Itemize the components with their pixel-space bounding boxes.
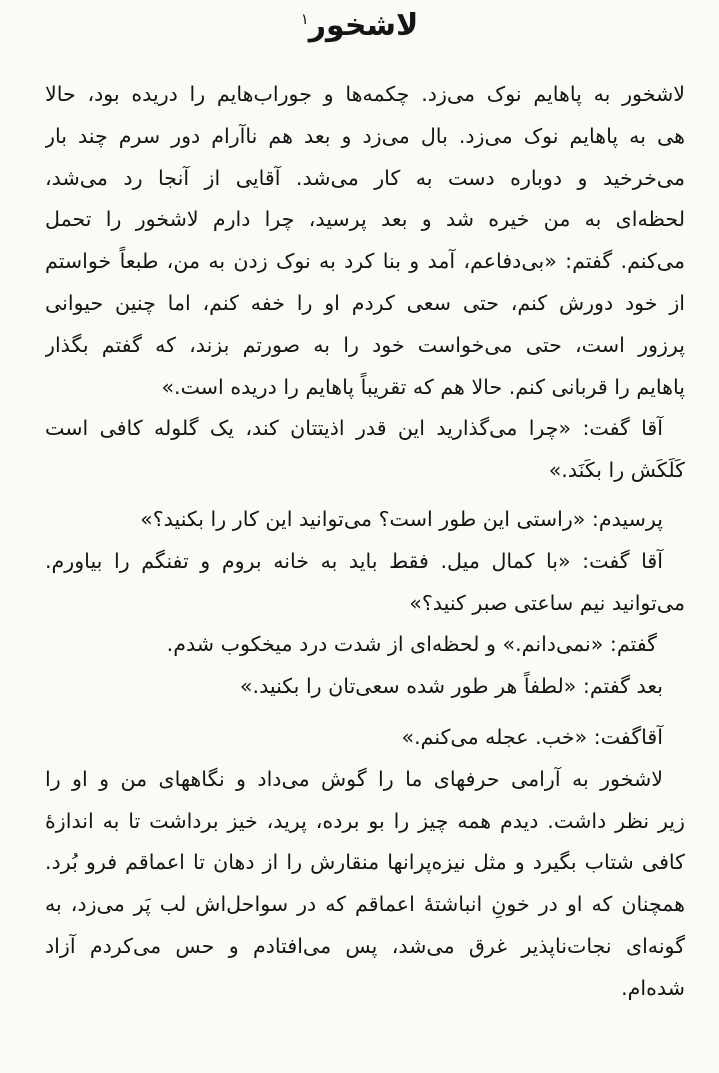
text-line: هی به پاهایم نوک می‌زد. بال می‌زد و بعد هم ناآرام دور سرم چند بار <box>45 123 685 148</box>
text-line: بعد گفتم: «لطفاً هر طور شده سعی‌تان را بکنید.» <box>239 674 663 699</box>
text-line: آقا گفت: «چرا می‌گذارید این قدر اذیتتان کند، یک گلوله کافی است <box>45 416 663 441</box>
text-line: می‌توانید نیم ساعتی صبر کنید؟» <box>409 590 685 615</box>
text-line: لاشخور به پاهایم نوک می‌زد. چکمه‌ها و جوراب‌هایم را دریده بود، حالا <box>45 82 685 106</box>
text-line: لاشخور به آرامی حرفهای ما را گوش می‌داد و نگاههای من و او را <box>45 766 663 791</box>
text-line: آقا گفت: «با کمال میل. فقط باید به خانه بروم و تفنگم را بیاورم. <box>45 548 663 573</box>
text-line: آقاگفت: «خب. عجله می‌کنم.» <box>401 724 663 749</box>
text-line: می‌خرخید و دوباره دست به کار می‌شد. آقایی از آنجا رد می‌شد، <box>45 165 685 190</box>
story-body <box>45 74 685 1010</box>
text-line: شده‌ام. <box>621 975 685 1000</box>
text-line: پرسیدم: «راستی این طور است؟ می‌توانید این کار را بکنید؟» <box>140 506 663 531</box>
text-line: کَلَکَش را بکَنَد.» <box>548 458 685 483</box>
text-line: پاهایم را قربانی کنم. حالا هم که تقریباً پاهایم را دریده است.» <box>161 374 685 399</box>
title-footnote-marker: ۱ <box>300 10 309 28</box>
title-text: لاشخور <box>308 8 419 43</box>
text-line: لحظه‌ای به من خیره شد و بعد پرسید، چرا دارم لاشخور را تحمل <box>45 207 685 232</box>
text-line: کافی شتاب بگیرد و مثل نیزه‌پرانها منقارش را از دهان تا اعماقم فرو بُرد. <box>45 850 685 875</box>
text-line: می‌کنم. گفتم: «بی‌دفاعم، آمد و بنا کرد به نوک زدن به من، طبعاً خواستم <box>45 249 685 274</box>
text-line: گفتم: «نمی‌دانم.» و لحظه‌ای از شدت درد میخکوب شدم. <box>166 632 657 657</box>
text-line: پرزور است، حتی می‌خواست خود را به صورتم بزند، که گفتم بگذار <box>45 332 685 357</box>
page-title <box>0 6 719 46</box>
text-line: از خود دورش کنم، حتی سعی کردم او را خفه کنم، اما چنین حیوانی <box>45 290 685 315</box>
text-line: همچنان که او در خونِ انباشتهٔ اعماقم که در سواحل‌اش لب پَر می‌زد، به <box>45 892 685 917</box>
text-line: گونه‌ای نجات‌ناپذیر غرق می‌شد، پس می‌افتادم و حس می‌کردم آزاد <box>45 933 685 958</box>
text-line: زیر نظر داشت. دیدم همه چیز را بو برده، پرید، خیز برداشت تا به اندازهٔ <box>45 808 685 833</box>
